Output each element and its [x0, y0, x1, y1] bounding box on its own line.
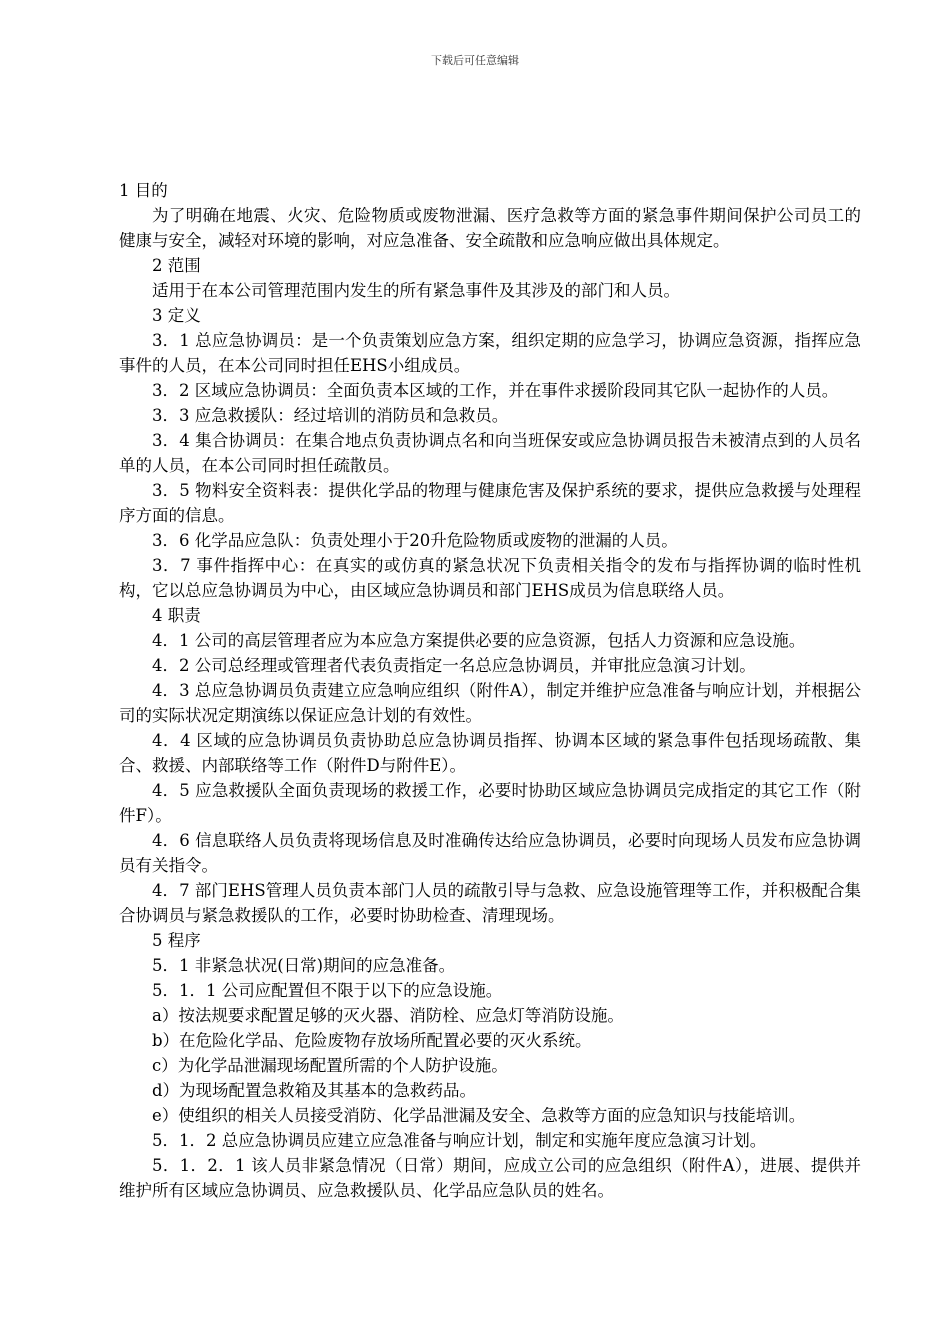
paragraph: 3．2 区域应急协调员：全面负责本区域的工作，并在事件求援阶段同其它队一起协作的人员。 [152, 381, 839, 400]
paragraph: 4．6 信息联络人员负责将现场信息及时准确传达给应急协调员，必要时向现场人员发布应急协调员有关指令。 [119, 831, 861, 875]
paragraph: 4．4 区域的应急协调员负责协助总应急协调员指挥、协调本区域的紧急事件包括现场疏散、集合、救援、内部联络等工作（附件D与附件E）。 [119, 731, 861, 775]
paragraph: 4．1 公司的高层管理者应为本应急方案提供必要的应急资源，包括人力资源和应急设施。 [152, 631, 806, 650]
paragraph: 4．2 公司总经理或管理者代表负责指定一名总应急协调员，并审批应急演习计划。 [152, 656, 756, 675]
paragraph: 3．5 物料安全资料表：提供化学品的物理与健康危害及保护系统的要求，提供应急救援与处理程序方面的信息。 [119, 481, 861, 525]
paragraph: 为了明确在地震、火灾、危险物质或废物泄漏、医疗急救等方面的紧急事件期间保护公司员工的健康与安全，减轻对环境的影响，对应急准备、安全疏散和应急响应做出具体规定。 [119, 206, 861, 250]
paragraph: 5 程序 [152, 931, 201, 950]
paragraph: e）使组织的相关人员接受消防、化学品泄漏及安全、急救等方面的应急知识与技能培训。 [152, 1106, 806, 1125]
page-header: 下载后可任意编辑 [431, 54, 519, 67]
paragraph: b）在危险化学品、危险废物存放场所配置必要的灭火系统。 [152, 1031, 592, 1050]
paragraph: 2 范围 [152, 256, 201, 275]
paragraph: 适用于在本公司管理范围内发生的所有紧急事件及其涉及的部门和人员。 [152, 281, 680, 300]
paragraph: 5．1．2 总应急协调员应建立应急准备与响应计划，制定和实施年度应急演习计划。 [152, 1131, 767, 1150]
document-body [119, 178, 861, 1203]
paragraph: 4．3 总应急协调员负责建立应急响应组织（附件A），制定并维护应急准备与响应计划，并根据公司的实际状况定期演练以保证应急计划的有效性。 [119, 681, 861, 725]
paragraph: 3．3 应急救援队：经过培训的消防员和急救员。 [152, 406, 509, 425]
paragraph: 5．1．2．1 该人员非紧急情况（日常）期间，应成立公司的应急组织（附件A），进展、提供并维护所有区域应急协调员、应急救援队员、化学品应急队员的姓名。 [119, 1156, 861, 1200]
paragraph: 4 职责 [152, 606, 201, 625]
paragraph: 3．7 事件指挥中心：在真实的或仿真的紧急状况下负责相关指令的发布与指挥协调的临时性机构，它以总应急协调员为中心，由区域应急协调员和部门EHS成员为信息联络人员。 [119, 556, 861, 600]
paragraph: 4．5 应急救援队全面负责现场的救援工作，必要时协助区域应急协调员完成指定的其它工作（附件F）。 [119, 781, 861, 825]
paragraph: 3 定义 [152, 306, 201, 325]
paragraph: a）按法规要求配置足够的灭火器、消防栓、应急灯等消防设施。 [152, 1006, 624, 1025]
paragraph: 1 目的 [119, 181, 168, 200]
paragraph: 5．1 非紧急状况(日常)期间的应急准备。 [152, 956, 456, 975]
paragraph: 4．7 部门EHS管理人员负责本部门人员的疏散引导与急救、应急设施管理等工作，并积极配合集合协调员与紧急救援队的工作，必要时协助检查、清理现场。 [119, 881, 861, 925]
paragraph: 5．1．1 公司应配置但不限于以下的应急设施。 [152, 981, 503, 1000]
paragraph: d）为现场配置急救箱及其基本的急救药品。 [152, 1081, 477, 1100]
paragraph: 3．6 化学品应急队：负责处理小于20升危险物质或废物的泄漏的人员。 [152, 531, 678, 550]
paragraph: 3．4 集合协调员：在集合地点负责协调点名和向当班保安或应急协调员报告未被清点到的人员名单的人员，在本公司同时担任疏散员。 [119, 431, 861, 475]
paragraph: c）为化学品泄漏现场配置所需的个人防护设施。 [152, 1056, 508, 1075]
paragraph: 3．1 总应急协调员：是一个负责策划应急方案，组织定期的应急学习，协调应急资源，指挥应急事件的人员，在本公司同时担任EHS小组成员。 [119, 331, 861, 375]
